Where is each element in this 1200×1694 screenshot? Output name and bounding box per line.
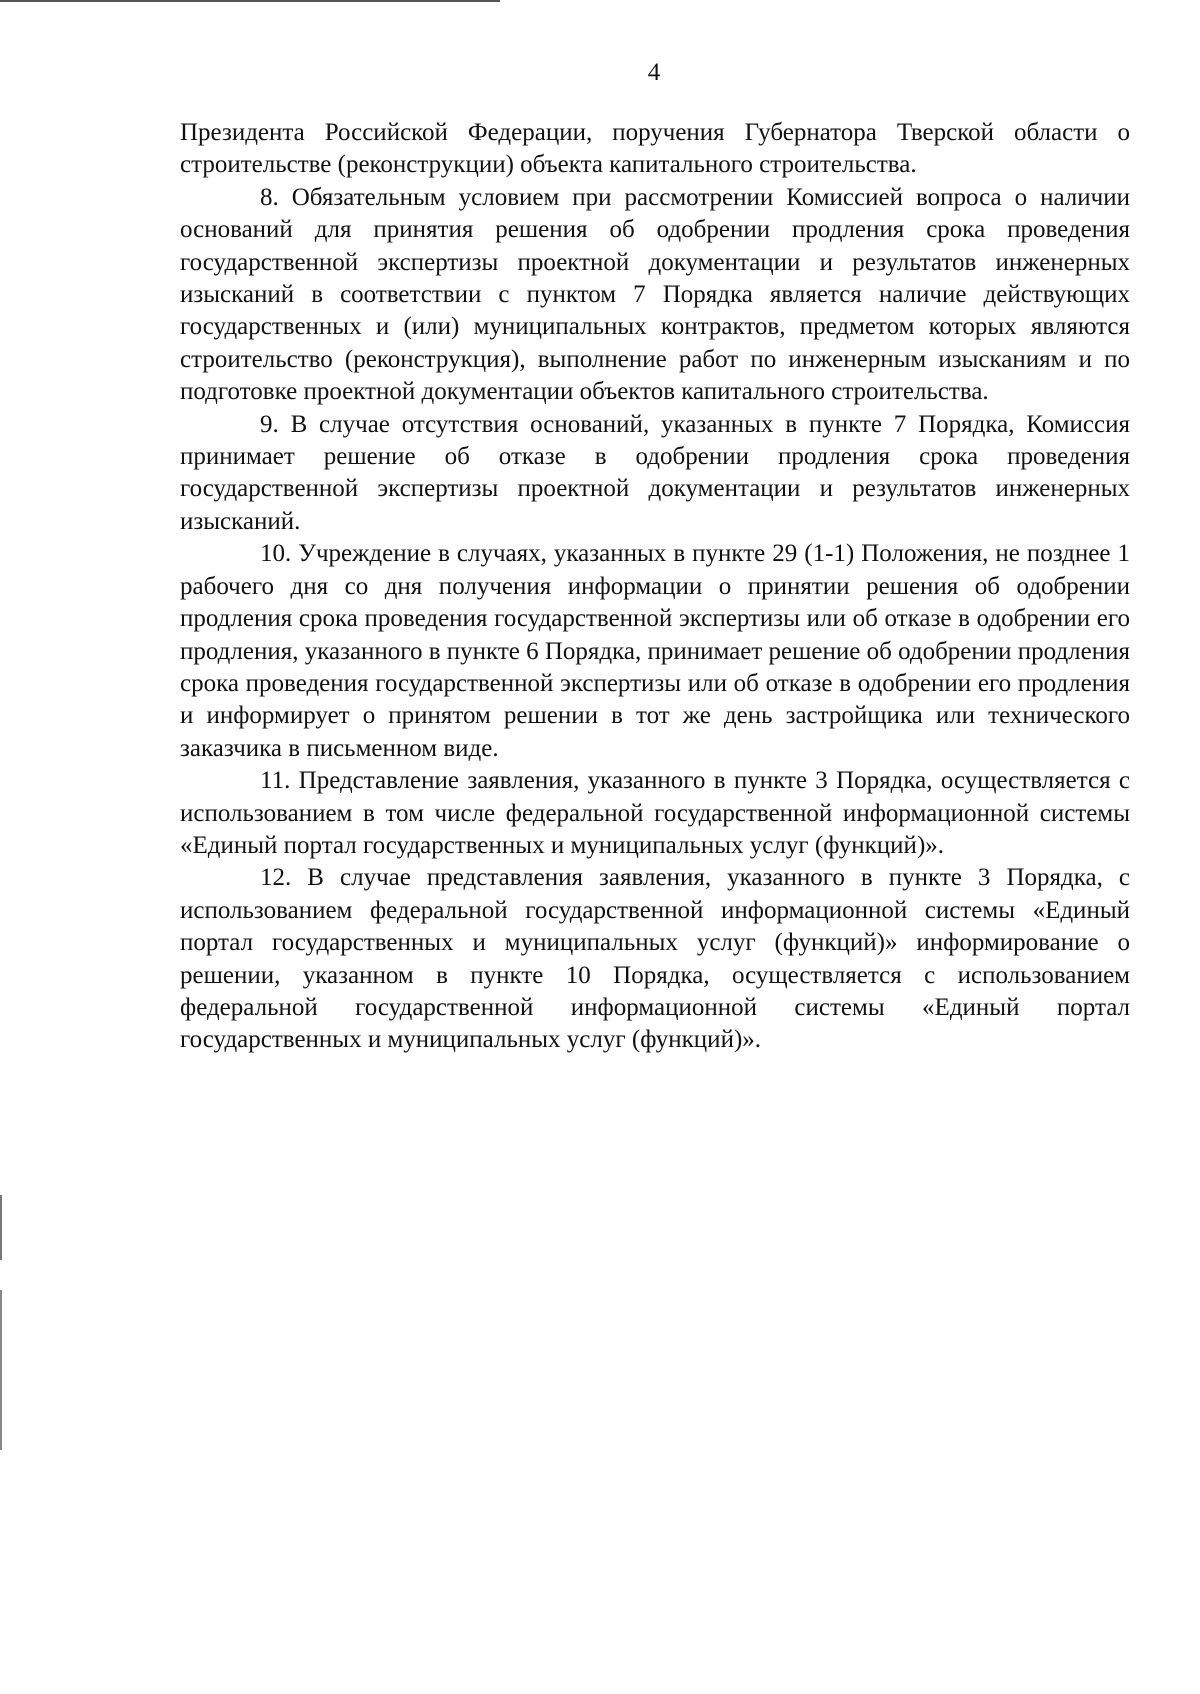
page-number: 4	[647, 59, 661, 86]
paragraph-item-12: 12. В случае представления заявления, указанного в пункте 3 Порядка, с использованием федеральной государственной информационной системы «Единый портал государственных и муниципальных услуг (функций)» информирование о решении, указанном в пункте 10 Порядка, осуществляется с использованием федеральной государственной информационной системы «Единый портал государственных и муниципальных услуг (функций)».	[180, 864, 1130, 1054]
scan-edge-mark	[0, 1290, 2, 1450]
paragraph-continuation: Президента Российской Федерации, поручения Губернатора Тверской области о строительстве (реконструкции) объекта капитального строительства.	[180, 119, 1130, 179]
paragraph-item-9: 9. В случае отсутствия оснований, указанных в пункте 7 Порядка, Комиссия принимает решение об отказе в одобрении продления срока проведения государственной экспертизы проектной документации и результатов инженерных изысканий.	[180, 410, 1130, 535]
scan-edge-line	[0, 0, 500, 2]
paragraph-item-10: 10. Учреждение в случаях, указанных в пункте 29 (1-1) Положения, не позднее 1 рабочего дня со дня получения информации о принятии решения об одобрении продления срока проведения государственной экспертизы или об отказе в одобрении его продления, указанного в пункте 6 Порядка, принимает решение об одобрении продления срока проведения государственной экспертизы или об отказе в одобрении его продления и информирует о принятом решении в тот же день застройщика или технического заказчика в письменном виде.	[180, 540, 1130, 762]
document-body	[180, 117, 1130, 1057]
scan-edge-mark	[0, 1195, 2, 1260]
paragraph-item-11: 11. Представление заявления, указанного в пункте 3 Порядка, осуществляется с использованием в том числе федеральной государственной информационной системы «Единый портал государственных и муниципальных услуг (функций)».	[180, 767, 1130, 859]
paragraph-item-8: 8. Обязательным условием при рассмотрении Комиссией вопроса о наличии оснований для принятия решения об одобрении продления срока проведения государственной экспертизы проектной документации и результатов инженерных изысканий в соответствии с пунктом 7 Порядка является наличие действующих государственных и (или) муниципальных контрактов, предметом которых являются строительство (реконструкция), выполнение работ по инженерным изысканиям и по подготовке проектной документации объектов капитального строительства.	[180, 183, 1130, 406]
